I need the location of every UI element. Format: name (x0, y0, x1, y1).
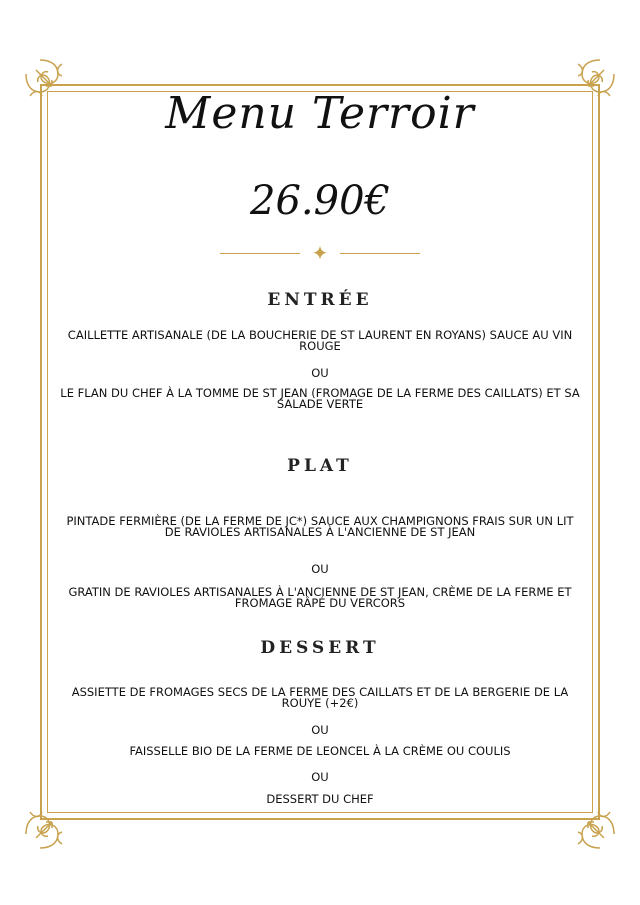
menu-item: PINTADE FERMIÈRE (DE LA FERME DE JC*) SAUCE AUX CHAMPIGNONS FRAIS SUR UN LIT DE RAVIOLES ARTISANALES À L'ANCIENNE DE ST JEAN (66, 514, 574, 539)
or-separator: OU (311, 562, 329, 576)
section-heading-dessert: DESSERT (260, 638, 380, 658)
menu-item: DESSERT DU CHEF (266, 792, 374, 806)
divider-line (340, 253, 420, 254)
or-separator: OU (311, 366, 329, 380)
menu-item: CAILLETTE ARTISANALE (DE LA BOUCHERIE DE ST LAURENT EN ROYANS) SAUCE AU VIN ROUGE (67, 328, 573, 353)
menu-title: Menu Terroir (165, 88, 475, 139)
or-separator: OU (311, 723, 329, 737)
sparkle-icon: ✦ (311, 243, 329, 265)
section-heading-entree: ENTRÉE (267, 290, 373, 310)
section-heading-plat: PLAT (287, 456, 353, 476)
menu-price: 26.90€ (250, 178, 390, 224)
menu-item: ASSIETTE DE FROMAGES SECS DE LA FERME DES CAILLATS ET DE LA BERGERIE DE LA ROUYE (+2€) (71, 685, 569, 710)
menu-item: LE FLAN DU CHEF À LA TOMME DE ST JEAN (FROMAGE DE LA FERME DES CAILLATS) ET SA SALADE VERTE (60, 386, 580, 411)
title-divider (220, 243, 420, 265)
or-separator: OU (311, 770, 329, 784)
menu-item: FAISSELLE BIO DE LA FERME DE LEONCEL À LA CRÈME OU COULIS (129, 744, 511, 758)
divider-line (220, 253, 300, 254)
menu-item: GRATIN DE RAVIOLES ARTISANALES À L'ANCIENNE DE ST JEAN, CRÈME DE LA FERME ET FROMAGE RÂPÉ DU VERCORS (68, 585, 572, 610)
